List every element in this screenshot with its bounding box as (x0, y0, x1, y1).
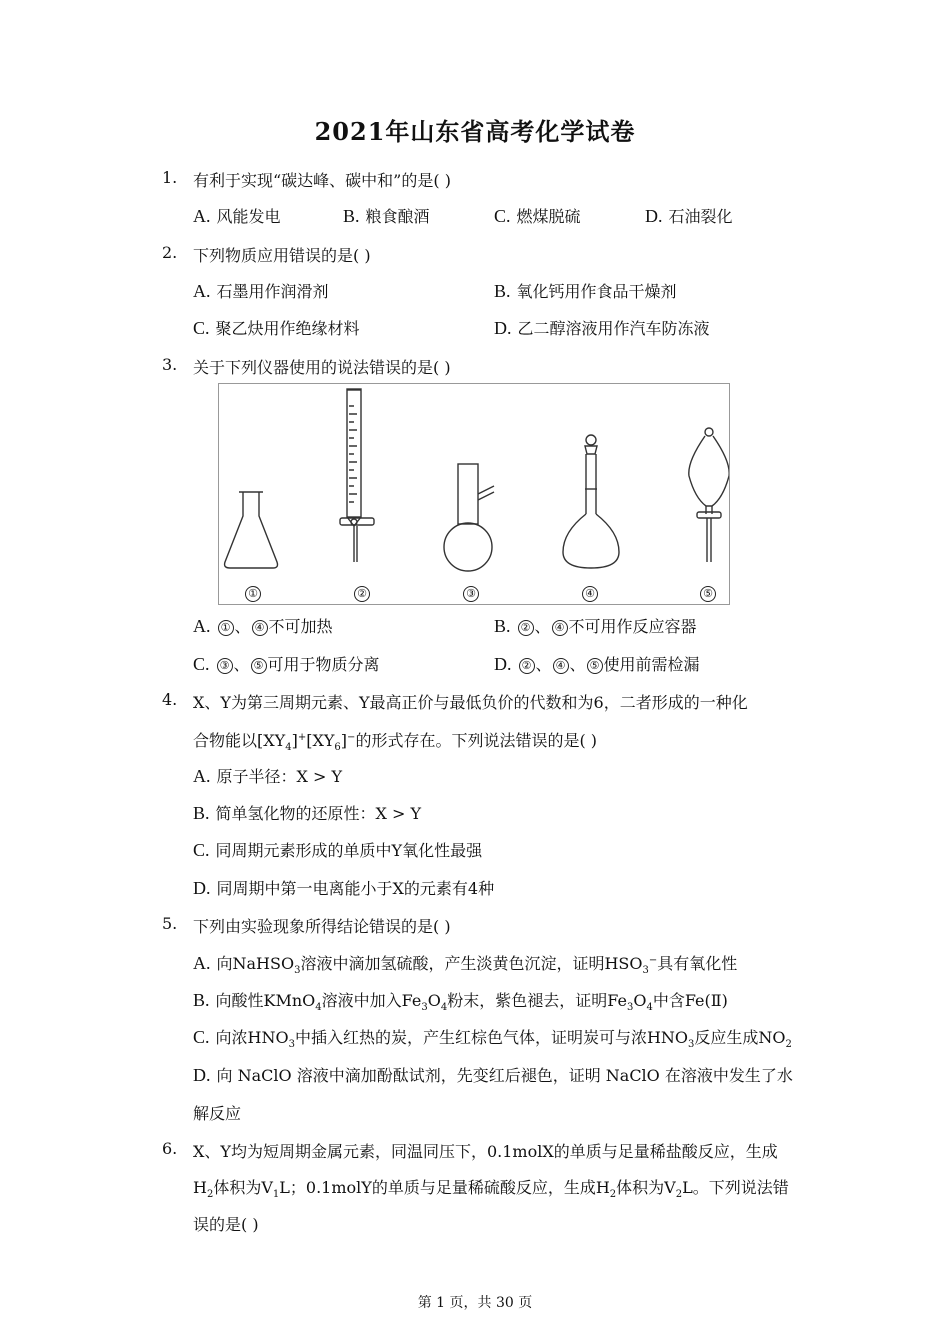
question-number: 5. (162, 914, 178, 933)
stem-text: 体积为V (616, 1178, 676, 1197)
question-stem: X、Y均为短周期金属元素，同温同压下，0.1molX的单质与足量稀盐酸反应，生成 (193, 1142, 778, 1161)
subscript: 2 (206, 1189, 214, 1200)
stem-text: ] (340, 731, 348, 750)
option-text: 向NaHSO (216, 954, 295, 973)
question-number: 4. (162, 690, 178, 709)
option-b[interactable]: B. 向酸性KMnO$_4$溶液中加入$Fe_3O_4$粉末，紫色褪去，证明$Fe_3O_4$中含Fe(Ⅱ) (193, 990, 728, 1013)
question-number: 6. (162, 1139, 178, 1158)
circled-number: ② (519, 658, 535, 674)
subscript: 4 (315, 1002, 322, 1013)
option-c[interactable]: C. 向浓$HNO_3$中插入红热的炭，产生红棕色气体，证明炭可与浓$HNO_3$反应生成$NO_2$ (193, 1027, 792, 1050)
option-c[interactable]: C. ③ 、 ⑤ 可用于物质分离 (193, 654, 380, 674)
superscript: − (347, 732, 356, 743)
apparatus-label-3: ③ (463, 586, 479, 602)
separator: 、 (233, 655, 250, 674)
separatory-funnel-icon (689, 428, 729, 562)
subscript: 2 (609, 1189, 617, 1200)
circled-number: ④ (553, 658, 569, 674)
option-b[interactable]: B. 粮食酿酒 (343, 206, 430, 226)
option-text: 粉末，紫色褪去，证明Fe (447, 991, 627, 1010)
option-text: 向酸性KMnO (215, 991, 316, 1010)
conical-flask-icon (225, 492, 278, 568)
subscript: 3 (288, 1039, 295, 1050)
option-text: O (633, 991, 647, 1010)
option-a[interactable]: A. 原子半径：X > Y (193, 766, 343, 786)
option-text: 不可加热 (268, 617, 333, 636)
circled-number: ⑤ (587, 658, 603, 674)
option-text: 溶液中滴加氢硫酸，产生淡黄色沉淀，证明HSO (300, 954, 643, 973)
question-stem: 有利于实现“碳达峰、碳中和”的是( ) (193, 171, 451, 190)
page-title: 2021年山东省高考化学试卷 (314, 117, 636, 146)
lab-apparatus-figure (218, 383, 730, 605)
apparatus-label-5: ⑤ (700, 586, 716, 602)
option-text: 可用于物质分离 (267, 655, 380, 674)
option-a[interactable]: A. 石墨用作润滑剂 (193, 281, 329, 301)
superscript: − (648, 955, 658, 966)
option-d[interactable]: D. 向 NaClO 溶液中滴加酚酞试剂，先变红后褪色，证明 NaClO 在溶液中发生了水 (193, 1065, 793, 1085)
stem-text: 的形式存在。下列说法错误的是( ) (355, 731, 598, 750)
volumetric-flask-icon (563, 435, 619, 568)
subscript: 4 (285, 742, 292, 753)
subscript: 4 (646, 1002, 653, 1013)
option-text: 中含Fe(Ⅱ) (652, 991, 728, 1010)
option-text: 风能发电 (216, 207, 281, 226)
subscript: 2 (785, 1039, 792, 1050)
subscript: 3 (294, 965, 301, 976)
option-text: 聚乙炔用作绝缘材料 (215, 319, 360, 338)
burette-icon (340, 389, 374, 562)
stem-text: 体积为V (213, 1178, 273, 1197)
option-text: 不可用作反应容器 (568, 617, 697, 636)
circled-number: ⑤ (251, 658, 267, 674)
option-c[interactable]: C. 同周期元素形成的单质中Y氧化性最强 (193, 840, 483, 860)
option-a[interactable]: A. 向NaHSO$_3$溶液中滴加氢硫酸，产生淡黄色沉淀，证明$HSO_3^-$具有氧化性 (193, 953, 738, 976)
superscript: + (297, 732, 307, 743)
option-text: 氧化钙用作食品干燥剂 (516, 282, 677, 301)
question-number: 1. (162, 168, 178, 187)
question-stem-line3: 误的是( ) (193, 1215, 259, 1234)
page-footer: 第 1 页，共 30 页 (417, 1295, 533, 1311)
apparatus-drawing (219, 384, 729, 604)
stem-text: [XY (306, 731, 335, 750)
apparatus-label-4: ④ (582, 586, 598, 602)
stem-text: H (193, 1178, 207, 1197)
subscript: 3 (626, 1002, 634, 1013)
option-a[interactable]: A. 风能发电 (193, 206, 281, 226)
option-text: 溶液中加入Fe (321, 991, 422, 1010)
circled-number: ① (218, 620, 234, 636)
option-text: 燃煤脱硫 (516, 207, 581, 226)
subscript: 4 (440, 1002, 448, 1013)
option-text: 向浓HNO (215, 1028, 289, 1047)
option-b[interactable]: B. ② 、 ④ 不可用作反应容器 (494, 616, 697, 636)
question-number: 2. (162, 243, 178, 262)
option-text: 乙二醇溶液用作汽车防冻液 (517, 319, 710, 338)
subscript: 6 (334, 742, 341, 753)
option-text: 原子半径：X > Y (216, 767, 343, 786)
question-stem-line2 (193, 728, 597, 753)
stem-text: L；0.1molY的单质与足量稀硫酸反应，生成H (279, 1178, 610, 1197)
option-text: 使用前需检漏 (603, 655, 700, 674)
subscript: 1 (272, 1189, 280, 1200)
option-b[interactable]: B. 简单氢化物的还原性：X > Y (193, 803, 422, 823)
stem-text: ] (291, 731, 298, 750)
separator: 、 (535, 655, 552, 674)
question-stem: 关于下列仪器使用的说法错误的是( ) (193, 358, 451, 377)
apparatus-label-2: ② (354, 586, 370, 602)
circled-number: ④ (552, 620, 568, 636)
option-text: 粮食酿酒 (365, 207, 430, 226)
option-d[interactable]: D. ② 、 ④ 、 ⑤ 使用前需检漏 (494, 654, 700, 674)
subscript: 3 (688, 1039, 695, 1050)
option-d[interactable]: D. 乙二醇溶液用作汽车防冻液 (494, 318, 710, 338)
option-d[interactable]: D. 石油裂化 (645, 206, 733, 226)
circled-number: ④ (252, 620, 268, 636)
question-stem-line2 (193, 1175, 789, 1200)
separator: 、 (534, 617, 551, 636)
option-d[interactable]: D. 同周期中第一电离能小于X的元素有4种 (193, 878, 495, 898)
circled-number: ③ (217, 658, 233, 674)
option-text: 简单氢化物的还原性：X > Y (215, 804, 422, 823)
question-stem: 下列物质应用错误的是( ) (193, 246, 371, 265)
question-stem: 下列由实验现象所得结论错误的是( ) (193, 917, 451, 936)
stem-text: 合物能以[XY (193, 731, 286, 750)
option-text: 反应生成NO (694, 1028, 786, 1047)
option-text: 石墨用作润滑剂 (216, 282, 329, 301)
option-c[interactable]: C. 聚乙炔用作绝缘材料 (193, 318, 360, 338)
subscript: 3 (421, 1002, 428, 1013)
separator: 、 (569, 655, 586, 674)
option-c[interactable]: C. 燃煤脱硫 (494, 206, 581, 226)
option-text: 向 NaClO 溶液中滴加酚酞试剂，先变红后褪色，证明 NaClO 在溶液中发生了水 (216, 1066, 793, 1085)
option-text: 同周期中第一电离能小于X的元素有4种 (216, 879, 495, 898)
stem-text: L。下列说法错 (682, 1178, 789, 1197)
option-text: 中插入红热的炭，产生红棕色气体，证明炭可与浓HNO (294, 1028, 689, 1047)
apparatus-label-1: ① (245, 586, 261, 602)
option-text: 石油裂化 (668, 207, 733, 226)
option-text: 同周期元素形成的单质中Y氧化性最强 (215, 841, 483, 860)
option-b[interactable]: B. 氧化钙用作食品干燥剂 (494, 281, 677, 301)
subscript: 2 (675, 1189, 683, 1200)
question-number: 3. (162, 355, 178, 374)
option-text: 具有氧化性 (657, 954, 738, 973)
subscript: 3 (642, 965, 649, 976)
question-stem: X、Y为第三周期元素、Y最高正价与最低负价的代数和为6，二者形成的一种化 (193, 693, 748, 712)
distillation-flask-icon (444, 464, 494, 571)
option-d-continued: 解反应 (193, 1104, 242, 1123)
separator: 、 (234, 617, 251, 636)
option-text: O (427, 991, 441, 1010)
circled-number: ② (518, 620, 534, 636)
option-a[interactable]: A. ① 、 ④ 不可加热 (193, 616, 333, 636)
